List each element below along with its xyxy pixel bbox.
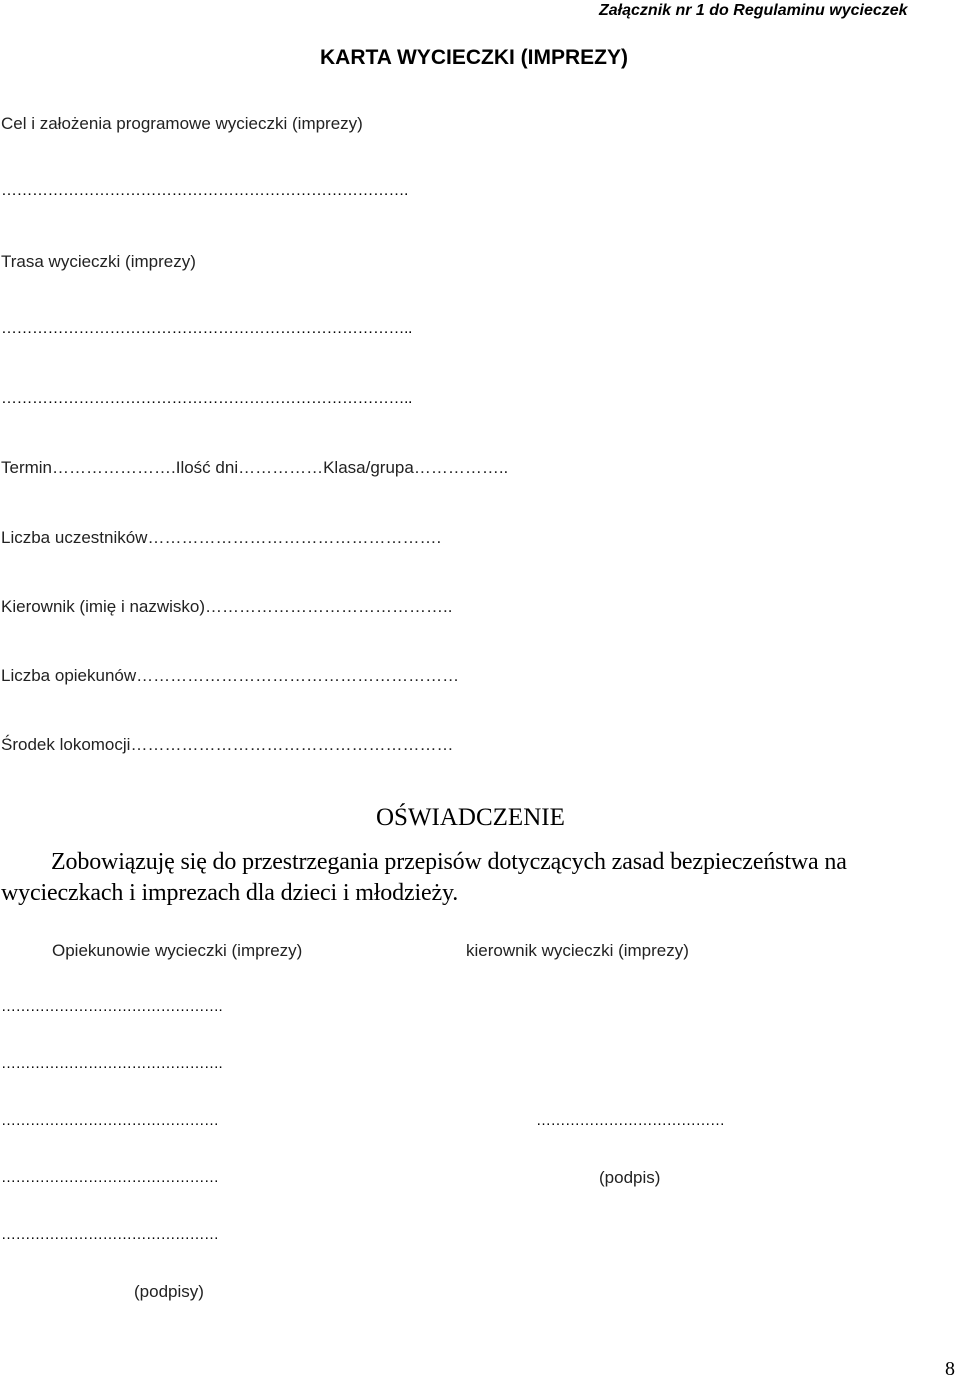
declaration-text-line-2: wycieczkach i imprezach dla dzieci i młodzieży. [1,880,459,906]
page-number: 8 [945,1358,955,1380]
guardian-signature-line-2: ………………………………………. [1,1055,223,1072]
document-title: KARTA WYCIECZKI (IMPREZY) [320,46,628,69]
leader-signature-label: kierownik wycieczki (imprezy) [466,941,689,960]
participants-row: Liczba uczestników……………………………………………. [1,528,442,547]
annex-note: Załącznik nr 1 do Regulaminu wycieczek [599,2,908,19]
leader-signature-caption: (podpis) [599,1168,661,1187]
guardians-signature-label: Opiekunowie wycieczki (imprezy) [52,941,303,960]
guardian-signature-line-1: ………………………………………. [1,998,223,1015]
purpose-fill-line: ……………………………………………………………………. [1,182,408,199]
guardians-count-row: Liczba opiekunów………………………………………………… [1,666,460,685]
guardian-signature-line-5: ……………………………………… [1,1226,219,1243]
guardian-signature-line-3: ……………………………………… [1,1112,219,1129]
declaration-text-line-1: Zobowiązuję się do przestrzegania przepisów dotyczących zasad bezpieczeństwa na [51,849,847,875]
leader-signature-line: ………………………………… [536,1112,725,1129]
route-fill-line-2: …………………………………………………………………….. [1,390,412,407]
term-row: Termin………………….Ilość dni……………Klasa/grupa…………….. [1,458,509,477]
route-label: Trasa wycieczki (imprezy) [1,252,196,271]
guardian-signature-line-4: ……………………………………… [1,1169,219,1186]
route-fill-line-1: …………………………………………………………………….. [1,320,412,337]
leader-row: Kierownik (imię i nazwisko)…………………………………….. [1,597,453,616]
guardians-signature-caption: (podpisy) [134,1282,204,1301]
transport-row: Środek lokomocji………………………………………………… [1,735,454,754]
purpose-label: Cel i założenia programowe wycieczki (imprezy) [1,114,363,133]
declaration-title: OŚWIADCZENIE [376,804,565,831]
